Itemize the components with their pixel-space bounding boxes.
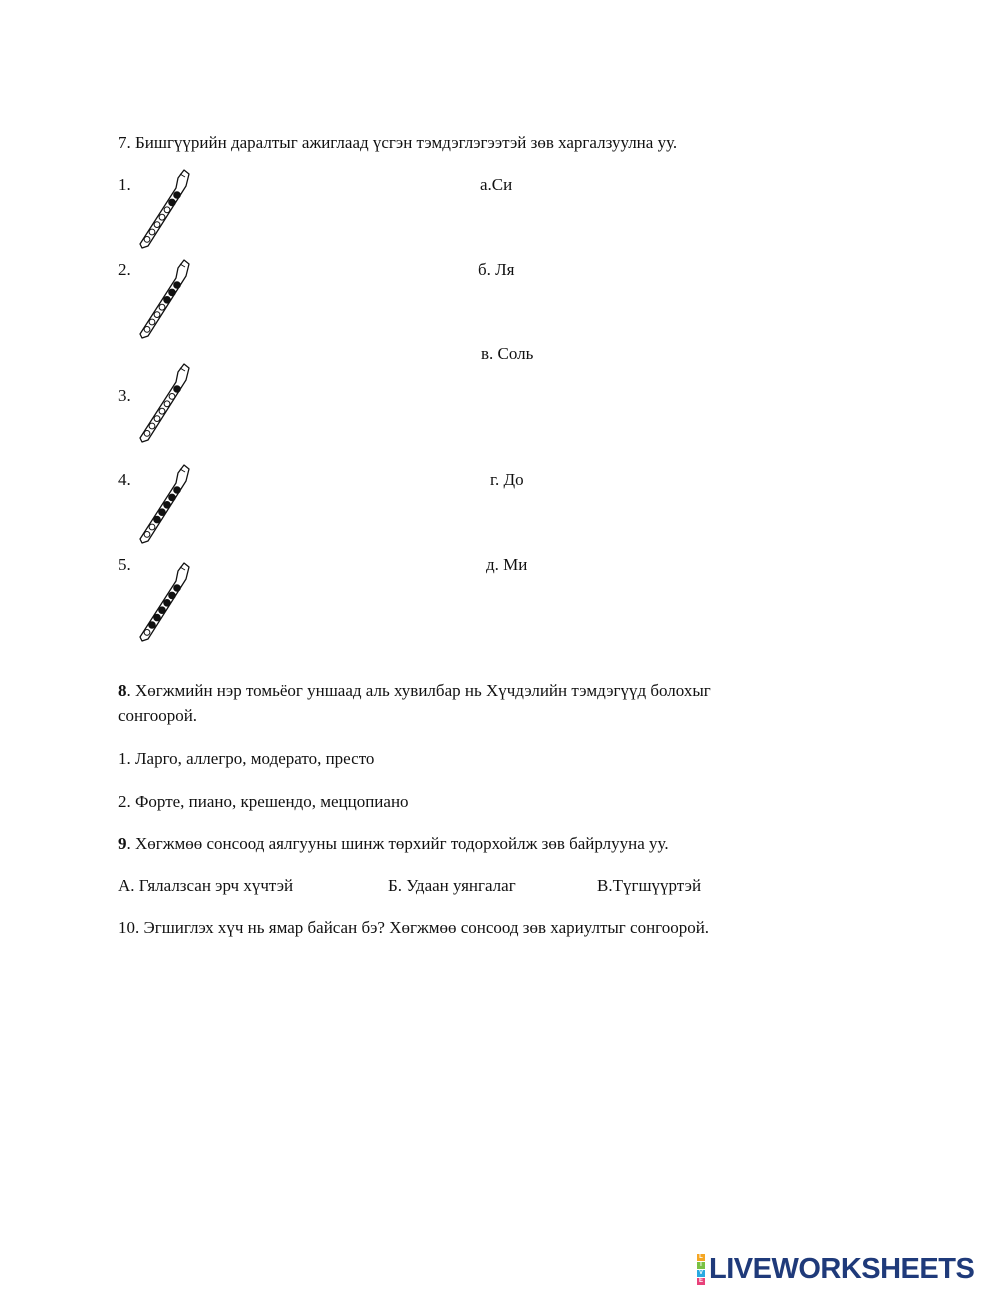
question-9-number: 9 [118,834,127,853]
question-8-option-1: 1. Ларго, аллегро, модерато, престо [118,749,375,768]
option-d: д. Ми [486,555,528,574]
closed-hole-icon [174,282,181,289]
open-hole-icon [144,630,150,636]
question-8-text: . Хөгжмийн нэр томьёог уншаад аль хувилбар нь Хүчдэлийн тэмдэгүүд болохыг [126,681,711,700]
question-8-line-1 [118,680,711,701]
closed-hole-icon [164,297,171,304]
logo-square-i: I [697,1262,705,1269]
item-4-number: 4. [118,470,131,489]
open-hole-icon [149,319,155,325]
open-hole-icon [149,229,155,235]
option-g: г. До [490,470,524,489]
logo-square-e: E [698,1277,703,1284]
closed-hole-icon [169,592,176,599]
closed-hole-icon [169,289,176,296]
option-b: б. Ля [478,260,515,279]
closed-hole-icon [169,494,176,501]
question-8-option-2: 2. Форте, пиано, крешендо, меццопиано [118,792,409,811]
question-8-line-2: сонгоорой. [118,706,198,725]
closed-hole-icon [174,192,181,199]
open-hole-icon [159,214,165,220]
open-hole-icon [164,207,170,213]
logo-square-l: L [697,1254,705,1261]
item-2-number: 2. [118,260,131,279]
open-hole-icon [154,416,160,422]
open-hole-icon [154,222,160,228]
question-8-number: 8 [118,681,127,700]
flute-fingering-1-image [134,168,194,250]
flute-fingering-4-image [134,463,194,545]
flute-fingering-2-image [134,258,194,340]
question-9-option-c: В.Түгшүүртэй [597,876,702,895]
open-hole-icon [144,327,150,333]
question-9-line [118,833,669,854]
open-hole-icon [159,408,165,414]
closed-hole-icon [154,614,161,621]
question-9-option-b: Б. Удаан уянгалаг [388,876,516,895]
question-9-text: . Хөгжмөө сонсоод аялгууны шинж төрхийг тодорхойлж зөв байрлууна уу. [126,834,669,853]
open-hole-icon [169,394,175,400]
open-hole-icon [144,532,150,538]
open-hole-icon [149,524,155,530]
question-10-text: 10. Эгшиглэх хүч нь ямар байсан бэ? Хөгжмөө сонсоод зөв хариултыг сонгоорой. [118,918,710,937]
closed-hole-icon [174,487,181,494]
logo-square-v: V [698,1269,703,1276]
option-v: в. Соль [481,344,534,363]
closed-hole-icon [159,509,166,516]
closed-hole-icon [169,199,176,206]
flute-fingering-3-image [134,362,194,444]
open-hole-icon [154,312,160,318]
open-hole-icon [149,423,155,429]
logo-text: LIVEWORKSHEETS [709,1252,975,1285]
item-3-number: 3. [118,386,131,405]
closed-hole-icon [149,622,156,629]
open-hole-icon [144,237,150,243]
item-5-number: 5. [118,555,131,574]
closed-hole-icon [159,607,166,614]
option-a: а.Си [480,175,513,194]
logo-squares-icon [697,1254,705,1285]
question-7-title: 7. Бишгүүрийн даралтыг ажиглаад үсгэн тэмдэглэгээтэй зөв харгалзуулна уу. [118,133,678,152]
liveworksheets-logo [697,1253,974,1285]
item-1-number: 1. [118,175,131,194]
closed-hole-icon [154,516,161,523]
flute-fingering-5-image [134,561,194,643]
open-hole-icon [144,431,150,437]
open-hole-icon [164,401,170,407]
closed-hole-icon [174,386,181,393]
closed-hole-icon [164,502,171,509]
open-hole-icon [159,304,165,310]
closed-hole-icon [174,585,181,592]
closed-hole-icon [164,600,171,607]
question-9-option-a: А. Гялалзсан эрч хүчтэй [118,876,294,895]
